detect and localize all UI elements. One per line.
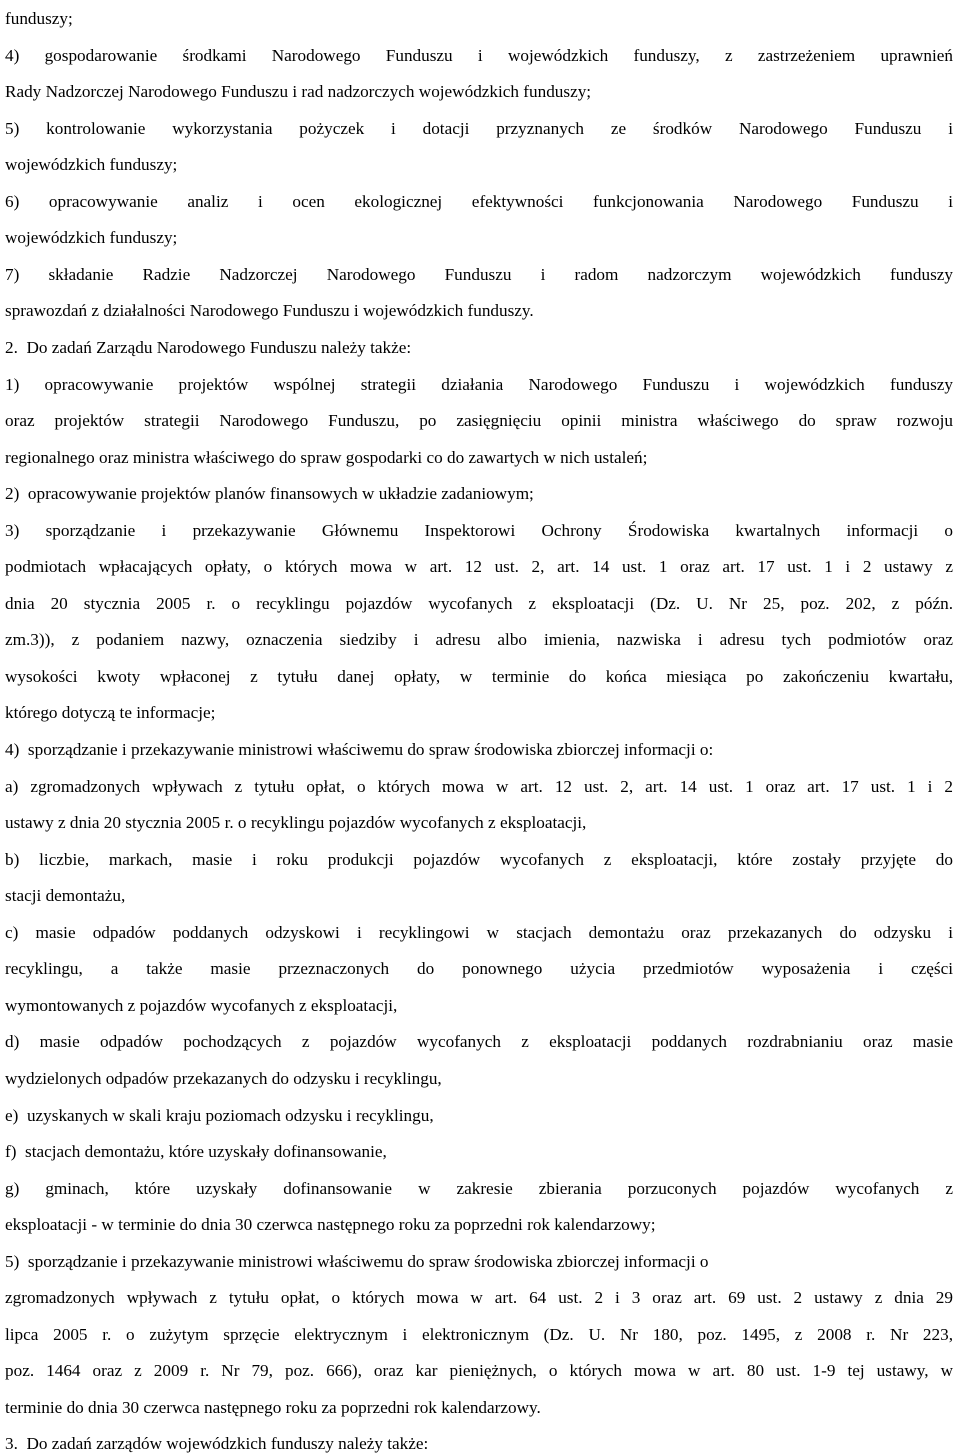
text-line: wojewódzkich funduszy;: [5, 155, 178, 175]
text-line: podmiotach wpłacających opłaty, o których mowa w art. 12 ust. 2, art. 14 ust. 1 oraz art. 17 ust. 1 i 2 ustawy z: [5, 557, 953, 577]
text-line: b) liczbie, markach, masie i roku produkcji pojazdów wycofanych z eksploatacji, które zostały przyjęte do: [5, 849, 953, 869]
text-line: 7) składanie Radzie Nadzorczej Narodowego Funduszu i radom nadzorczym wojewódzkich funduszy: [5, 264, 953, 284]
text-line: dnia 20 stycznia 2005 r. o recyklingu pojazdów wycofanych z eksploatacji (Dz. U. Nr 25, poz. 202, z późn.: [5, 593, 953, 613]
text-line: 1) opracowywanie projektów wspólnej strategii działania Narodowego Funduszu i wojewódzkich funduszy: [5, 374, 953, 394]
text-line: wysokości kwoty wpłaconej z tytułu danej opłaty, w terminie do końca miesiąca po zakończeniu kwartału,: [5, 666, 953, 686]
text-line: c) masie odpadów poddanych odzyskowi i recyklingowi w stacjach demontażu oraz przekazanych do odzysku i: [5, 922, 953, 942]
text-line: którego dotyczą te informacje;: [5, 703, 216, 723]
text-line: regionalnego oraz ministra właściwego do spraw gospodarki co do zawartych w nich ustaleń;: [5, 447, 648, 467]
text-line: 4) gospodarowanie środkami Narodowego Funduszu i wojewódzkich funduszy, z zastrzeżeniem uprawnień: [5, 45, 953, 65]
text-line: recyklingu, a także masie przeznaczonych do ponownego użycia przedmiotów wyposażenia i części: [5, 959, 953, 979]
text-line: 5) sporządzanie i przekazywanie ministrowi właściwemu do spraw środowiska zbiorczej informacji o: [5, 1251, 709, 1271]
text-line: g) gminach, które uzyskały dofinansowanie w zakresie zbierania porzuconych pojazdów wycofanych z: [5, 1178, 953, 1198]
text-line: 5) kontrolowanie wykorzystania pożyczek i dotacji przyznanych ze środków Narodowego Funduszu i: [5, 118, 953, 138]
text-line: sprawozdań z działalności Narodowego Funduszu i wojewódzkich funduszy.: [5, 301, 534, 321]
text-line: 4) sporządzanie i przekazywanie ministrowi właściwemu do spraw środowiska zbiorczej informacji o:: [5, 740, 714, 759]
text-line: 3) sporządzanie i przekazywanie Głównemu Inspektorowi Ochrony Środowiska kwartalnych informacji o: [5, 520, 953, 540]
text-line: lipca 2005 r. o zużytym sprzęcie elektrycznym i elektronicznym (Dz. U. Nr 180, poz. 1495, z 2008 r. Nr 223,: [5, 1324, 953, 1344]
text-line: 2. Do zadań Zarządu Narodowego Funduszu należy także:: [5, 337, 412, 357]
text-line: 3. Do zadań zarządów wojewódzkich funduszy należy także:: [5, 1434, 429, 1454]
text-line: Rady Nadzorczej Narodowego Funduszu i rad nadzorczych wojewódzkich funduszy;: [5, 82, 592, 102]
text-line: wydzielonych odpadów przekazanych do odzysku i recyklingu,: [5, 1068, 442, 1088]
text-line: stacji demontażu,: [5, 886, 126, 906]
text-line: wojewódzkich funduszy;: [5, 228, 178, 248]
text-line: zm.3)), z podaniem nazwy, oznaczenia siedziby i adresu albo imienia, nazwiska i adresu tych podmiotów oraz: [5, 630, 953, 650]
text-line: funduszy;: [5, 9, 73, 28]
text-line: zgromadzonych wpływach z tytułu opłat, o których mowa w art. 64 ust. 2 i 3 oraz art. 69 ust. 2 ustawy z dnia 29: [5, 1288, 953, 1308]
text-line: wymontowanych z pojazdów wycofanych z eksploatacji,: [5, 995, 398, 1015]
text-line: poz. 1464 oraz z 2009 r. Nr 79, poz. 666), oraz kar pieniężnych, o których mowa w art. 80 ust. 1-9 tej ustawy, w: [5, 1361, 953, 1381]
text-line: a) zgromadzonych wpływach z tytułu opłat, o których mowa w art. 12 ust. 2, art. 14 ust. 1 oraz art. 17 ust. 1 i 2: [5, 776, 953, 796]
text-line: 2) opracowywanie projektów planów finansowych w układzie zadaniowym;: [5, 484, 534, 504]
text-line: 6) opracowywanie analiz i ocen ekologicznej efektywności funkcjonowania Narodowego Funduszu i: [5, 191, 953, 211]
text-line: ustawy z dnia 20 stycznia 2005 r. o recyklingu pojazdów wycofanych z eksploatacji,: [5, 813, 587, 833]
text-line: eksploatacji - w terminie do dnia 30 czerwca następnego roku za poprzedni rok kalendarzowy;: [5, 1215, 656, 1235]
text-line: d) masie odpadów pochodzących z pojazdów wycofanych z eksploatacji poddanych rozdrabnianiu oraz masie: [5, 1032, 953, 1052]
text-line: terminie do dnia 30 czerwca następnego roku za poprzedni rok kalendarzowy.: [5, 1397, 541, 1417]
text-line: e) uzyskanych w skali kraju poziomach odzysku i recyklingu,: [5, 1105, 434, 1125]
text-line: f) stacjach demontażu, które uzyskały dofinansowanie,: [5, 1142, 387, 1161]
text-line: oraz projektów strategii Narodowego Funduszu, po zasięgnięciu opinii ministra właściwego do spraw rozwoju: [5, 411, 953, 430]
